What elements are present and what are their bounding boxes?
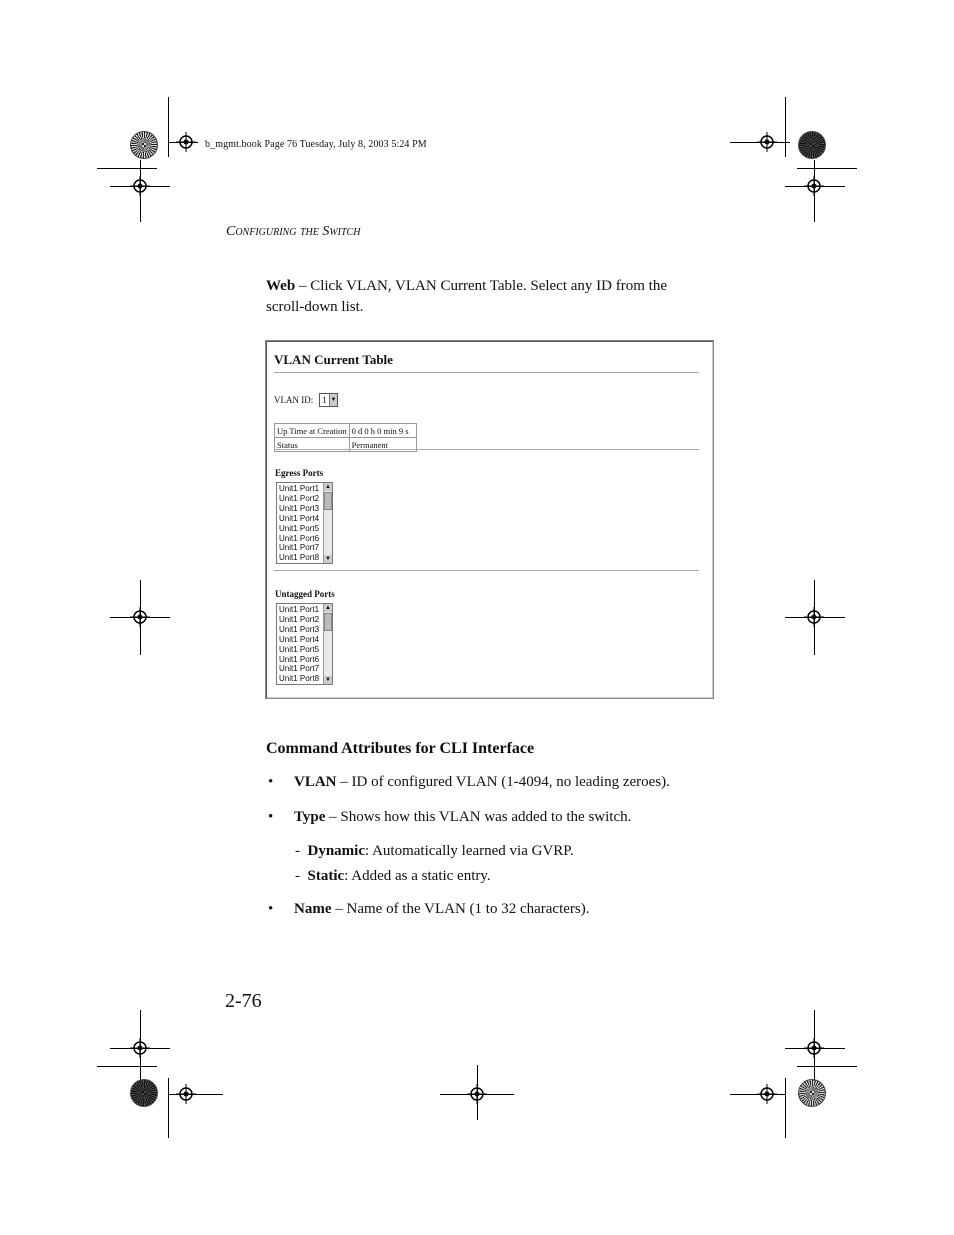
vlan-current-table-screenshot xyxy=(265,340,714,699)
bullet-marker: • xyxy=(268,774,274,790)
registration-mark-icon xyxy=(130,1038,150,1058)
page-number: 2-76 xyxy=(225,990,262,1012)
divider xyxy=(274,372,699,373)
bullet-marker: • xyxy=(268,901,274,917)
scroll-down-icon[interactable]: ▼ xyxy=(325,556,331,562)
registration-mark-icon xyxy=(130,176,150,196)
table-row xyxy=(275,424,417,438)
bullet-desc: – Name of the VLAN (1 to 32 characters). xyxy=(331,901,590,917)
scroll-up-icon[interactable]: ▲ xyxy=(325,484,331,490)
divider xyxy=(274,449,699,450)
registration-mark-icon xyxy=(467,1084,487,1104)
registration-mark-icon xyxy=(804,1038,824,1058)
color-wheel-icon xyxy=(130,1079,158,1107)
list-item[interactable]: Unit1 Port5 xyxy=(279,644,320,654)
bullet-desc: – Shows how this VLAN was added to the switch. xyxy=(325,809,632,825)
color-wheel-icon xyxy=(798,1079,826,1107)
registration-mark-icon xyxy=(176,1084,196,1104)
scrollbar[interactable] xyxy=(323,483,332,563)
bullet-term: Name xyxy=(294,901,332,917)
registration-mark-icon xyxy=(130,607,150,627)
registration-mark-icon xyxy=(176,132,196,152)
registration-mark-icon xyxy=(757,1084,777,1104)
print-slug: b_mgmt.book Page 76 Tuesday, July 8, 2003 5:24 PM xyxy=(205,139,427,150)
list-item[interactable]: Unit1 Port3 xyxy=(279,503,320,513)
registration-mark-icon xyxy=(804,176,824,196)
registration-mark-icon xyxy=(804,607,824,627)
registration-mark-icon xyxy=(757,132,777,152)
divider xyxy=(274,570,699,571)
table-cell: Permanent xyxy=(349,438,416,452)
table-cell: Status xyxy=(275,438,350,452)
intro-text: – Click VLAN, VLAN Current Table. Select any ID from the scroll-down list. xyxy=(266,278,667,315)
vlan-id-select[interactable] xyxy=(319,393,338,407)
vlan-info-table xyxy=(274,423,417,452)
intro-paragraph xyxy=(266,276,706,318)
sub-desc: : Added as a static entry. xyxy=(344,868,491,884)
list-item[interactable]: Unit1 Port2 xyxy=(279,493,320,503)
list-item[interactable]: Unit1 Port3 xyxy=(279,624,320,634)
list-item[interactable]: Unit1 Port5 xyxy=(279,523,320,533)
section-heading: Command Attributes for CLI Interface xyxy=(266,740,535,757)
list-item[interactable]: Unit1 Port4 xyxy=(279,634,320,644)
list-item[interactable]: Unit1 Port2 xyxy=(279,614,320,624)
chevron-down-icon[interactable]: ▼ xyxy=(329,394,337,406)
egress-ports-label: Egress Ports xyxy=(275,468,324,478)
sub-term: Static xyxy=(307,868,345,884)
running-head: Configuring the Switch xyxy=(226,224,361,239)
table-cell: Up Time at Creation xyxy=(275,424,350,438)
table-cell: 0 d 0 h 0 min 9 s xyxy=(349,424,416,438)
bullet-item-vlan xyxy=(294,774,670,791)
list-item[interactable]: Unit1 Port7 xyxy=(279,543,320,553)
bullet-desc: – ID of configured VLAN (1-4094, no leading zeroes). xyxy=(336,774,670,790)
scroll-up-icon[interactable]: ▲ xyxy=(325,605,331,611)
bullet-term: VLAN xyxy=(294,774,337,790)
dash-marker: - xyxy=(295,868,300,884)
color-wheel-icon xyxy=(798,131,826,159)
dash-marker: - xyxy=(295,843,300,859)
intro-bold: Web xyxy=(266,278,296,294)
scrollbar-thumb[interactable] xyxy=(324,492,332,510)
vlan-id-value: 1 xyxy=(322,395,327,405)
untagged-ports-listbox[interactable] xyxy=(276,603,333,685)
list-item[interactable]: Unit1 Port8 xyxy=(279,674,320,684)
bullet-term: Type xyxy=(294,809,326,825)
screenshot-title: VLAN Current Table xyxy=(274,352,393,367)
sub-term: Dynamic xyxy=(307,843,365,859)
list-item[interactable]: Unit1 Port6 xyxy=(279,533,320,543)
color-wheel-icon xyxy=(130,131,158,159)
list-item[interactable]: Unit1 Port7 xyxy=(279,664,320,674)
list-item[interactable]: Unit1 Port1 xyxy=(279,484,320,493)
list-item[interactable]: Unit1 Port4 xyxy=(279,513,320,523)
scrollbar-thumb[interactable] xyxy=(324,613,332,631)
bullet-marker: • xyxy=(268,809,274,825)
bullet-item-name xyxy=(294,901,589,918)
vlan-id-label: VLAN ID: xyxy=(274,395,314,405)
sub-item-static xyxy=(295,868,491,885)
scroll-down-icon[interactable]: ▼ xyxy=(325,677,331,683)
untagged-ports-label: Untagged Ports xyxy=(275,589,335,599)
sub-desc: : Automatically learned via GVRP. xyxy=(365,843,574,859)
list-item[interactable]: Unit1 Port6 xyxy=(279,654,320,664)
list-item[interactable]: Unit1 Port8 xyxy=(279,553,320,563)
list-item[interactable]: Unit1 Port1 xyxy=(279,605,320,614)
sub-item-dynamic xyxy=(295,843,574,860)
scrollbar[interactable] xyxy=(323,604,332,684)
egress-ports-listbox[interactable] xyxy=(276,482,333,564)
bullet-item-type xyxy=(294,809,631,826)
